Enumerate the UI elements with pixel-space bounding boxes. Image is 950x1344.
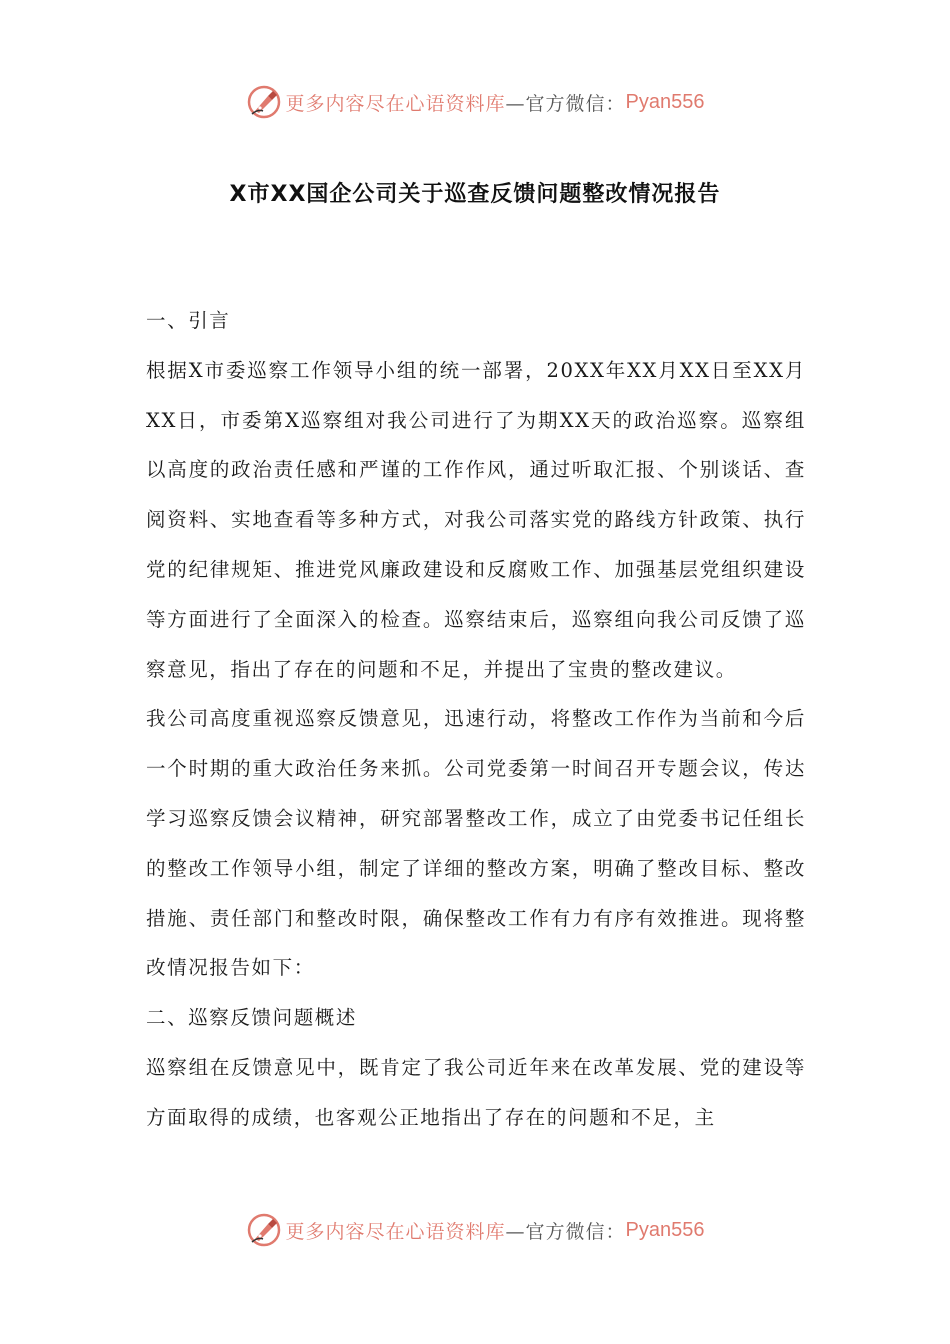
watermark-brand-text: 更多内容尽在心语资料库 bbox=[285, 1220, 506, 1243]
footer-watermark-banner bbox=[0, 1208, 950, 1252]
watermark-brand-text: 更多内容尽在心语资料库 bbox=[285, 92, 506, 115]
body-paragraph: 巡察组在反馈意见中，既肯定了我公司近年来在改革发展、党的建设等方面取得的成绩，也客观公正地指出了存在的问题和不足，主 bbox=[146, 1055, 806, 1129]
pen-nib-logo-icon bbox=[246, 84, 282, 120]
section-heading-introduction: 一、引言 bbox=[146, 309, 231, 332]
watermark-wechat-id: Pyan556 bbox=[625, 90, 705, 113]
header-watermark-banner bbox=[0, 80, 950, 124]
watermark-official-text: —官方微信： bbox=[505, 1220, 626, 1243]
body-paragraph: 根据X市委巡察工作领导小组的统一部署，20XX年XX月XX日至XX月XX日，市委第X巡察组对我公司进行了为期XX天的政治巡察。巡察组以高度的政治责任感和严谨的工作作风，通过听取汇报、个别谈话、查阅资料、实地查看等多种方式，对我公司落实党的路线方针政策、执行党的纪律规矩、推进党风廉政建设和反腐败工作、加强基层党组织建设等方面进行了全面深入的检查。巡察结束后，巡察组向我公司反馈了巡察意见，指出了存在的问题和不足，并提出了宝贵的整改建议。 bbox=[146, 358, 806, 681]
document-title: X市XX国企公司关于巡查反馈问题整改情况报告 bbox=[229, 182, 721, 207]
document-body bbox=[146, 296, 806, 1143]
watermark-wechat-id: Pyan556 bbox=[625, 1218, 705, 1241]
section-heading-overview: 二、巡察反馈问题概述 bbox=[146, 1006, 358, 1030]
body-paragraph: 我公司高度重视巡察反馈意见，迅速行动，将整改工作作为当前和今后一个时期的重大政治任务来抓。公司党委第一时间召开专题会议，传达学习巡察反馈会议精神，研究部署整改工作，成立了由党委书记任组长的整改工作领导小组，制定了详细的整改方案，明确了整改目标、整改措施、责任部门和整改时限，确保整改工作有力有序有效推进。现将整改情况报告如下： bbox=[146, 707, 806, 980]
watermark-official-text: —官方微信： bbox=[505, 92, 626, 115]
pen-nib-logo-icon bbox=[246, 1212, 282, 1248]
